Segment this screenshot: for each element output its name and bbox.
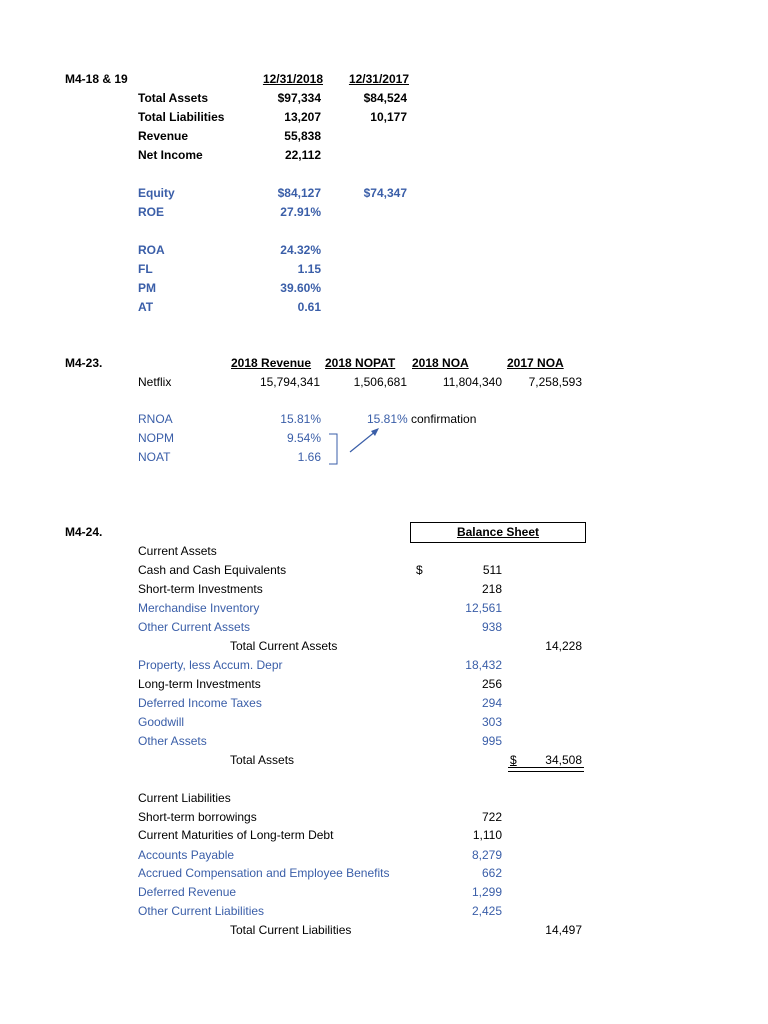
at-value: 0.61 [297, 300, 321, 314]
value-2018-nopat: 1,506,681 [353, 375, 407, 389]
noat-value: 1.66 [297, 450, 321, 464]
roe-label: ROE [138, 205, 165, 219]
col-2017-noa: 2017 NOA [507, 356, 564, 370]
liability-label: Deferred Revenue [138, 885, 237, 899]
row-value-2018: 22,112 [284, 148, 321, 162]
dollar-sign: $ [416, 563, 423, 577]
total-current-assets-label: Total Current Assets [230, 639, 338, 653]
confirm-value: 15.81% [367, 412, 408, 426]
asset-value: 938 [481, 620, 502, 634]
total-assets-label: Total Assets [230, 753, 295, 767]
liability-label: Accounts Payable [138, 848, 235, 862]
current-assets-header: Current Assets [138, 544, 217, 558]
equity-label: Equity [138, 186, 175, 200]
liability-label: Other Current Liabilities [138, 904, 265, 918]
liability-label: Short-term borrowings [138, 810, 257, 824]
asset-value: 18,432 [465, 658, 502, 672]
row-value-2017: $84,524 [363, 91, 407, 105]
confirm-text: confirmation [411, 412, 477, 426]
asset-value: 303 [481, 715, 502, 729]
liability-value: 2,425 [471, 904, 502, 918]
roa-label: ROA [138, 243, 165, 257]
asset-label: Merchandise Inventory [138, 601, 260, 615]
asset-label: Other Assets [138, 734, 207, 748]
asset-value: 511 [482, 563, 502, 577]
bracket-shape [329, 434, 337, 464]
rnoa-label: RNOA [138, 412, 173, 426]
fl-value: 1.15 [297, 262, 321, 276]
fl-label: FL [138, 262, 153, 276]
double-underline [508, 767, 584, 772]
total-assets-value: 34,508 [545, 753, 582, 767]
asset-label: Other Current Assets [138, 620, 251, 634]
asset-label: Property, less Accum. Depr [138, 658, 283, 672]
value-2017-noa: 7,258,593 [528, 375, 582, 389]
asset-label: Cash and Cash Equivalents [138, 563, 287, 577]
liability-label: Accrued Compensation and Employee Benefits [138, 866, 390, 880]
equity-2017: $74,347 [363, 186, 407, 200]
balance-sheet-title: Balance Sheet [456, 525, 540, 539]
rnoa-value: 15.81% [280, 412, 321, 426]
m418-col-2018: 12/31/2018 [262, 72, 323, 86]
total-assets-dollar: $ [510, 753, 517, 767]
value-2018-revenue: 15,794,341 [259, 375, 320, 389]
col-2018-noa: 2018 NOA [412, 356, 469, 370]
asset-value: 12,561 [465, 601, 502, 615]
liability-value: 1,110 [472, 828, 502, 842]
liability-value: 8,279 [471, 848, 502, 862]
row-label: Revenue [138, 129, 189, 143]
at-label: AT [138, 300, 154, 314]
row-value-2018: 13,207 [284, 110, 321, 124]
asset-label: Long-term Investments [138, 677, 261, 691]
row-value-2017: 10,177 [370, 110, 407, 124]
asset-label: Short-term Investments [138, 582, 263, 596]
row-value-2018: $97,334 [277, 91, 321, 105]
liability-label: Current Maturities of Long-term Debt [138, 828, 334, 842]
row-label: Net Income [138, 148, 203, 162]
company-label: Netflix [138, 375, 172, 389]
m423-heading: M4-23. [65, 356, 103, 370]
pm-value: 39.60% [280, 281, 321, 295]
m418-heading: M4-18 & 19 [65, 72, 128, 86]
roe-value: 27.91% [280, 205, 321, 219]
m418-col-2017: 12/31/2017 [348, 72, 409, 86]
equity-2018: $84,127 [277, 186, 321, 200]
row-value-2018: 55,838 [284, 129, 321, 143]
asset-label: Goodwill [138, 715, 185, 729]
current-liabilities-header: Current Liabilities [138, 791, 231, 805]
total-current-assets-value: 14,228 [545, 639, 582, 653]
asset-value: 995 [481, 734, 502, 748]
col-2018-revenue: 2018 Revenue [231, 356, 312, 370]
asset-value: 294 [481, 696, 502, 710]
asset-label: Deferred Income Taxes [138, 696, 262, 710]
noat-label: NOAT [138, 450, 171, 464]
asset-value: 218 [481, 582, 502, 596]
liability-value: 662 [481, 866, 502, 880]
row-label: Total Assets [138, 91, 209, 105]
liability-value: 722 [481, 810, 502, 824]
row-label: Total Liabilities [138, 110, 225, 124]
col-2018-nopat: 2018 NOPAT [325, 356, 396, 370]
m424-heading: M4-24. [65, 525, 103, 539]
roa-value: 24.32% [280, 243, 321, 257]
value-2018-noa: 11,804,340 [442, 375, 502, 389]
pm-label: PM [138, 281, 156, 295]
total-current-liabilities-value: 14,497 [545, 923, 582, 937]
total-current-liabilities-label: Total Current Liabilities [230, 923, 352, 937]
asset-value: 256 [481, 677, 502, 691]
arrow-line [350, 431, 376, 452]
nopm-value: 9.54% [286, 431, 321, 445]
liability-value: 1,299 [471, 885, 502, 899]
nopm-label: NOPM [138, 431, 174, 445]
